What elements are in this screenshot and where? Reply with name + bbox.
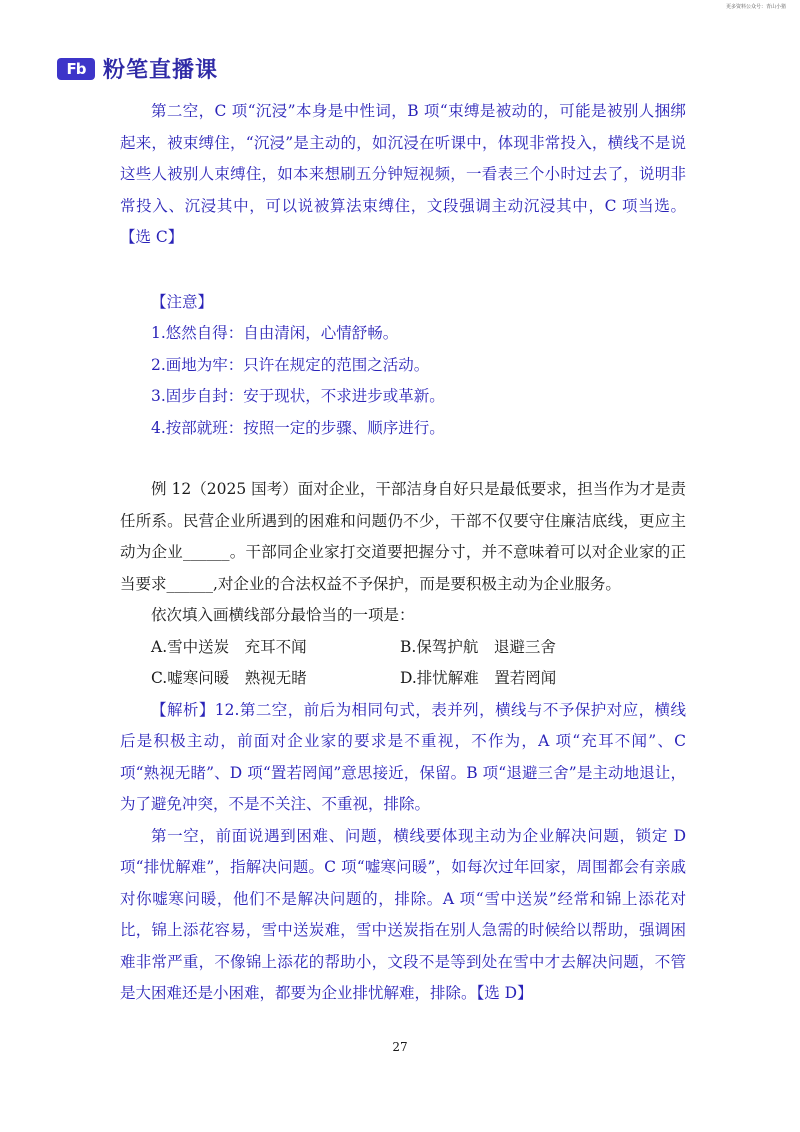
note-title: 【注意】 — [151, 292, 214, 311]
page-content — [120, 96, 686, 1010]
options-block — [120, 632, 686, 695]
analysis-paragraph-2: 第一空，前面说遇到困难、问题，横线要体现主动为企业解决问题，锁定 D 项“排忧解难”，指解决问题。C 项“嘘寒问暖”，如每次过年回家，周围都会有亲戚对你嘘寒问暖，他们不是解决问题的，排除。A 项“雪中送炭”经常和锦上添花对比，锦上添花容易，雪中送炭难，雪中送炭指在别人急需的时候给以帮助，强调困难非常严重，不像锦上添花的帮助小，文段不是等到处在雪中才去解决问题，不管是大困难还是小困难，都要为企业排忧解难，排除。【选 D】 — [120, 826, 686, 1002]
option-a: A.雪中送炭 充耳不闻 — [151, 637, 307, 656]
brand-logo — [57, 53, 218, 84]
logo-text: 粉笔直播课 — [103, 58, 219, 83]
option-d: D.排忧解难 置若罔闻 — [400, 669, 557, 687]
option-c: C.嘘寒问暖 熟视无睹 — [151, 669, 307, 687]
analysis-previous-paragraph: 第二空，C 项“沉浸”本身是中性词，B 项“束缚是被动的，可能是被别人捆绑起来，被束缚住，“沉浸”是主动的，如沉浸在听课中，体现非常投入，横线不是说这些人被别人束缚住，如本来想刷五分钟短视频，一看表三个小时过去了，说明非常投入、沉浸其中，可以说被算法束缚住，文段强调主动沉浸其中，C 项当选。【选 C】 — [120, 102, 686, 246]
question-prompt: 依次填入画横线部分最恰当的一项是： — [151, 606, 415, 624]
option-b: B.保驾护航 退避三舍 — [400, 637, 556, 656]
note-item: 2.画地为牢：只许在规定的范围之活动。 — [151, 355, 430, 374]
note-item: 4.按部就班：按照一定的步骤、顺序进行。 — [151, 418, 445, 437]
analysis-paragraph-1: 【解析】12.第二空，前后为相同句式，表并列，横线与不予保护对应，横线后是积极主动，前面对企业家的要求是不重视，不作为，A 项“充耳不闻”、C 项“熟视无睹”、D 项“置若罔闻”意思接近，保留。B 项“退避三舍”是主动地退让，为了避免冲突，不是不关注、不重视，排除。 — [120, 700, 686, 813]
page-number: 27 — [392, 1040, 408, 1054]
note-item: 1.悠然自得：自由清闲，心情舒畅。 — [151, 324, 399, 342]
question-stem: 例 12（2025 国考）面对企业，干部洁身自好只是最低要求，担当作为才是责任所系。民营企业所遇到的困难和问题仍不少，干部不仅要守住廉洁底线，更应主动为企业______。干部同企业家打交道要把握分寸，并不意味着可以对企业家的正当要求______,对企业的合法权益不予保护，而是要积极主动为企业服务。 — [120, 480, 686, 593]
top-note: 更多资料公众号：青山小猪 — [725, 4, 786, 10]
note-block — [120, 287, 686, 445]
logo-mark-icon: Fb — [57, 58, 95, 80]
note-item: 3.固步自封：安于现状，不求进步或革新。 — [151, 387, 445, 405]
